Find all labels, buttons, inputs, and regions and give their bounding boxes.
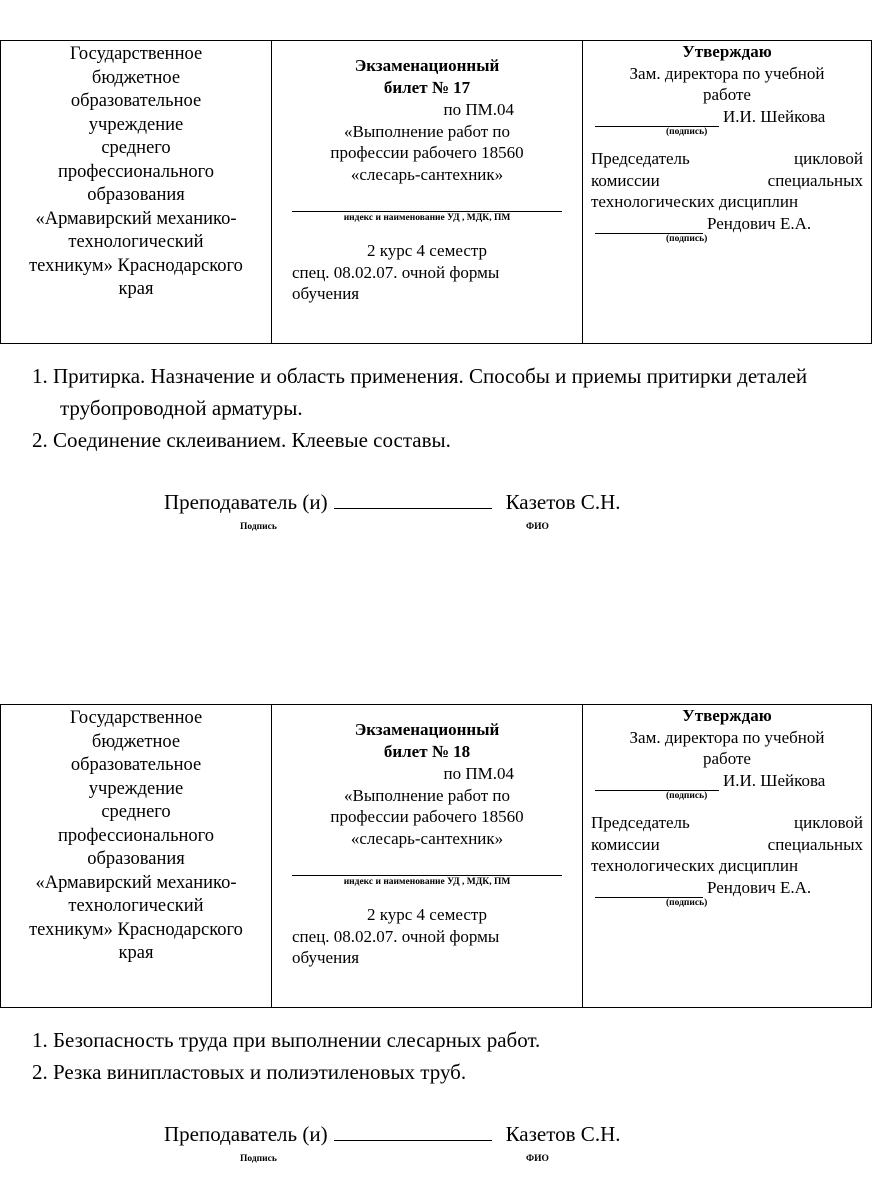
signature-line <box>595 219 703 234</box>
signature-line <box>595 112 719 127</box>
question-text: Притирка. Назначение и область применения. Способы и приемы притирки деталей трубопроводной арматуры. <box>53 364 808 420</box>
ticket-title-line: Экзаменационный <box>354 720 500 739</box>
question-item <box>0 1024 816 1056</box>
deputy-line: Зам. директора по учебной <box>629 63 825 83</box>
question-number: 1. <box>32 1028 48 1052</box>
question-item <box>0 1056 816 1088</box>
approval-cell <box>583 705 872 1008</box>
question-number: 1. <box>32 364 48 388</box>
org-line: Государственное <box>69 44 203 64</box>
signature-line <box>595 776 719 791</box>
chair-name: Рендович Е.А. <box>707 213 812 233</box>
signature-line <box>334 1122 492 1141</box>
org-line: учреждение <box>88 778 184 799</box>
work-line: «слесарь-сантехник» <box>350 828 504 848</box>
work-line: «Выполнение работ по <box>344 121 510 141</box>
org-line: технологический <box>68 896 204 916</box>
course-label: 2 курс 4 семестр <box>366 905 488 924</box>
fio-caption: ФИО <box>526 1154 549 1164</box>
org-line: профессионального <box>57 825 215 846</box>
deputy-line: работе <box>703 749 751 768</box>
index-caption: индекс и наименование УД , МДК, ПМ <box>343 877 511 887</box>
index-caption: индекс и наименование УД , МДК, ПМ <box>343 213 511 223</box>
org-line: «Армавирский механико- <box>35 208 237 229</box>
questions-list <box>0 1024 816 1088</box>
index-underline <box>292 199 562 212</box>
approve-heading: Утверждаю <box>682 706 772 725</box>
fio-caption: ФИО <box>526 522 549 532</box>
ticket-title <box>292 719 562 763</box>
signature-line <box>595 883 703 898</box>
org-line: края <box>118 943 154 963</box>
course-label: 2 курс 4 семестр <box>366 241 488 260</box>
teacher-name: Казетов С.Н. <box>505 1122 621 1146</box>
deputy-signature-row <box>595 106 863 128</box>
org-line: среднего <box>101 802 171 822</box>
question-item <box>0 424 816 456</box>
signature-line <box>334 490 492 509</box>
org-line: образования <box>87 185 185 205</box>
question-item <box>0 360 816 424</box>
work-line: профессии рабочего 18560 <box>330 143 524 162</box>
org-line: бюджетное <box>91 67 181 88</box>
org-line: образовательное <box>70 91 202 111</box>
spec-line: спец. 08.02.07. очной формы <box>292 926 500 946</box>
ticket-title-line: Экзаменационный <box>354 56 500 75</box>
signature-caption: (подпись) <box>666 127 708 137</box>
chair-line: Председатель цикловой <box>591 149 863 168</box>
question-number: 2. <box>32 428 48 452</box>
approval-cell <box>583 41 872 344</box>
ticket-header-table <box>0 40 872 344</box>
approve-heading: Утверждаю <box>682 42 772 61</box>
question-text: Безопасность труда при выполнении слесарных работ. <box>53 1028 541 1052</box>
org-line: учреждение <box>88 114 184 135</box>
org-line: бюджетное <box>91 731 181 752</box>
teacher-name: Казетов С.Н. <box>505 490 621 514</box>
deputy-line: работе <box>703 85 751 104</box>
deputy-line: Зам. директора по учебной <box>629 727 825 747</box>
signature-caption: Подпись <box>240 1154 277 1164</box>
teacher-label: Преподаватель (и) <box>164 1122 328 1146</box>
signature-caption: (подпись) <box>666 898 708 908</box>
deputy-signature-row <box>595 770 863 792</box>
chair-line: комиссии специальных <box>591 834 863 854</box>
chair-line: технологических дисциплин <box>591 192 799 211</box>
question-text: Резка винипластовых и полиэтиленовых труб. <box>53 1060 467 1084</box>
ticket-number: билет № 17 <box>383 78 471 97</box>
signature-caption: Подпись <box>240 522 277 532</box>
chair-line: технологических дисциплин <box>591 856 799 875</box>
ticket-number: билет № 18 <box>383 742 471 761</box>
org-line: образовательное <box>70 755 202 775</box>
ticket-info-cell <box>272 41 583 344</box>
chair-signature-row <box>595 877 863 899</box>
chair-line: Председатель цикловой <box>591 813 863 832</box>
signature-caption: (подпись) <box>666 234 708 244</box>
org-line: технологический <box>68 232 204 252</box>
ticket-info-cell <box>272 705 583 1008</box>
org-line: среднего <box>101 138 171 158</box>
work-line: профессии рабочего 18560 <box>330 807 524 826</box>
spec-line: обучения <box>292 948 360 967</box>
chair-line: комиссии специальных <box>591 170 863 190</box>
org-line: техникум» Краснодарского <box>29 255 243 276</box>
org-line: края <box>118 279 154 299</box>
org-line: профессионального <box>57 161 215 182</box>
organization-cell <box>1 705 272 1008</box>
module-label: по ПМ.04 <box>443 100 514 119</box>
org-line: Государственное <box>69 708 203 728</box>
org-line: «Армавирский механико- <box>35 872 237 893</box>
org-line: образования <box>87 849 185 869</box>
signature-caption: (подпись) <box>666 791 708 801</box>
teacher-row <box>164 1122 620 1147</box>
work-line: «слесарь-сантехник» <box>350 164 504 184</box>
organization-cell <box>1 41 272 344</box>
chair-signature-row <box>595 213 863 235</box>
ticket-title <box>292 55 562 99</box>
index-underline <box>292 863 562 876</box>
chair-name: Рендович Е.А. <box>707 877 812 897</box>
questions-list <box>0 360 816 456</box>
org-line: техникум» Краснодарского <box>29 919 243 940</box>
teacher-label: Преподаватель (и) <box>164 490 328 514</box>
deputy-name: И.И. Шейкова <box>723 106 826 126</box>
question-number: 2. <box>32 1060 48 1084</box>
question-text: Соединение склеиванием. Клеевые составы. <box>53 428 451 452</box>
ticket-header-table <box>0 704 872 1008</box>
spec-line: спец. 08.02.07. очной формы <box>292 262 500 282</box>
module-label: по ПМ.04 <box>443 764 514 783</box>
teacher-row <box>164 490 620 515</box>
deputy-name: И.И. Шейкова <box>723 770 826 790</box>
work-line: «Выполнение работ по <box>344 785 510 805</box>
spec-line: обучения <box>292 284 360 303</box>
